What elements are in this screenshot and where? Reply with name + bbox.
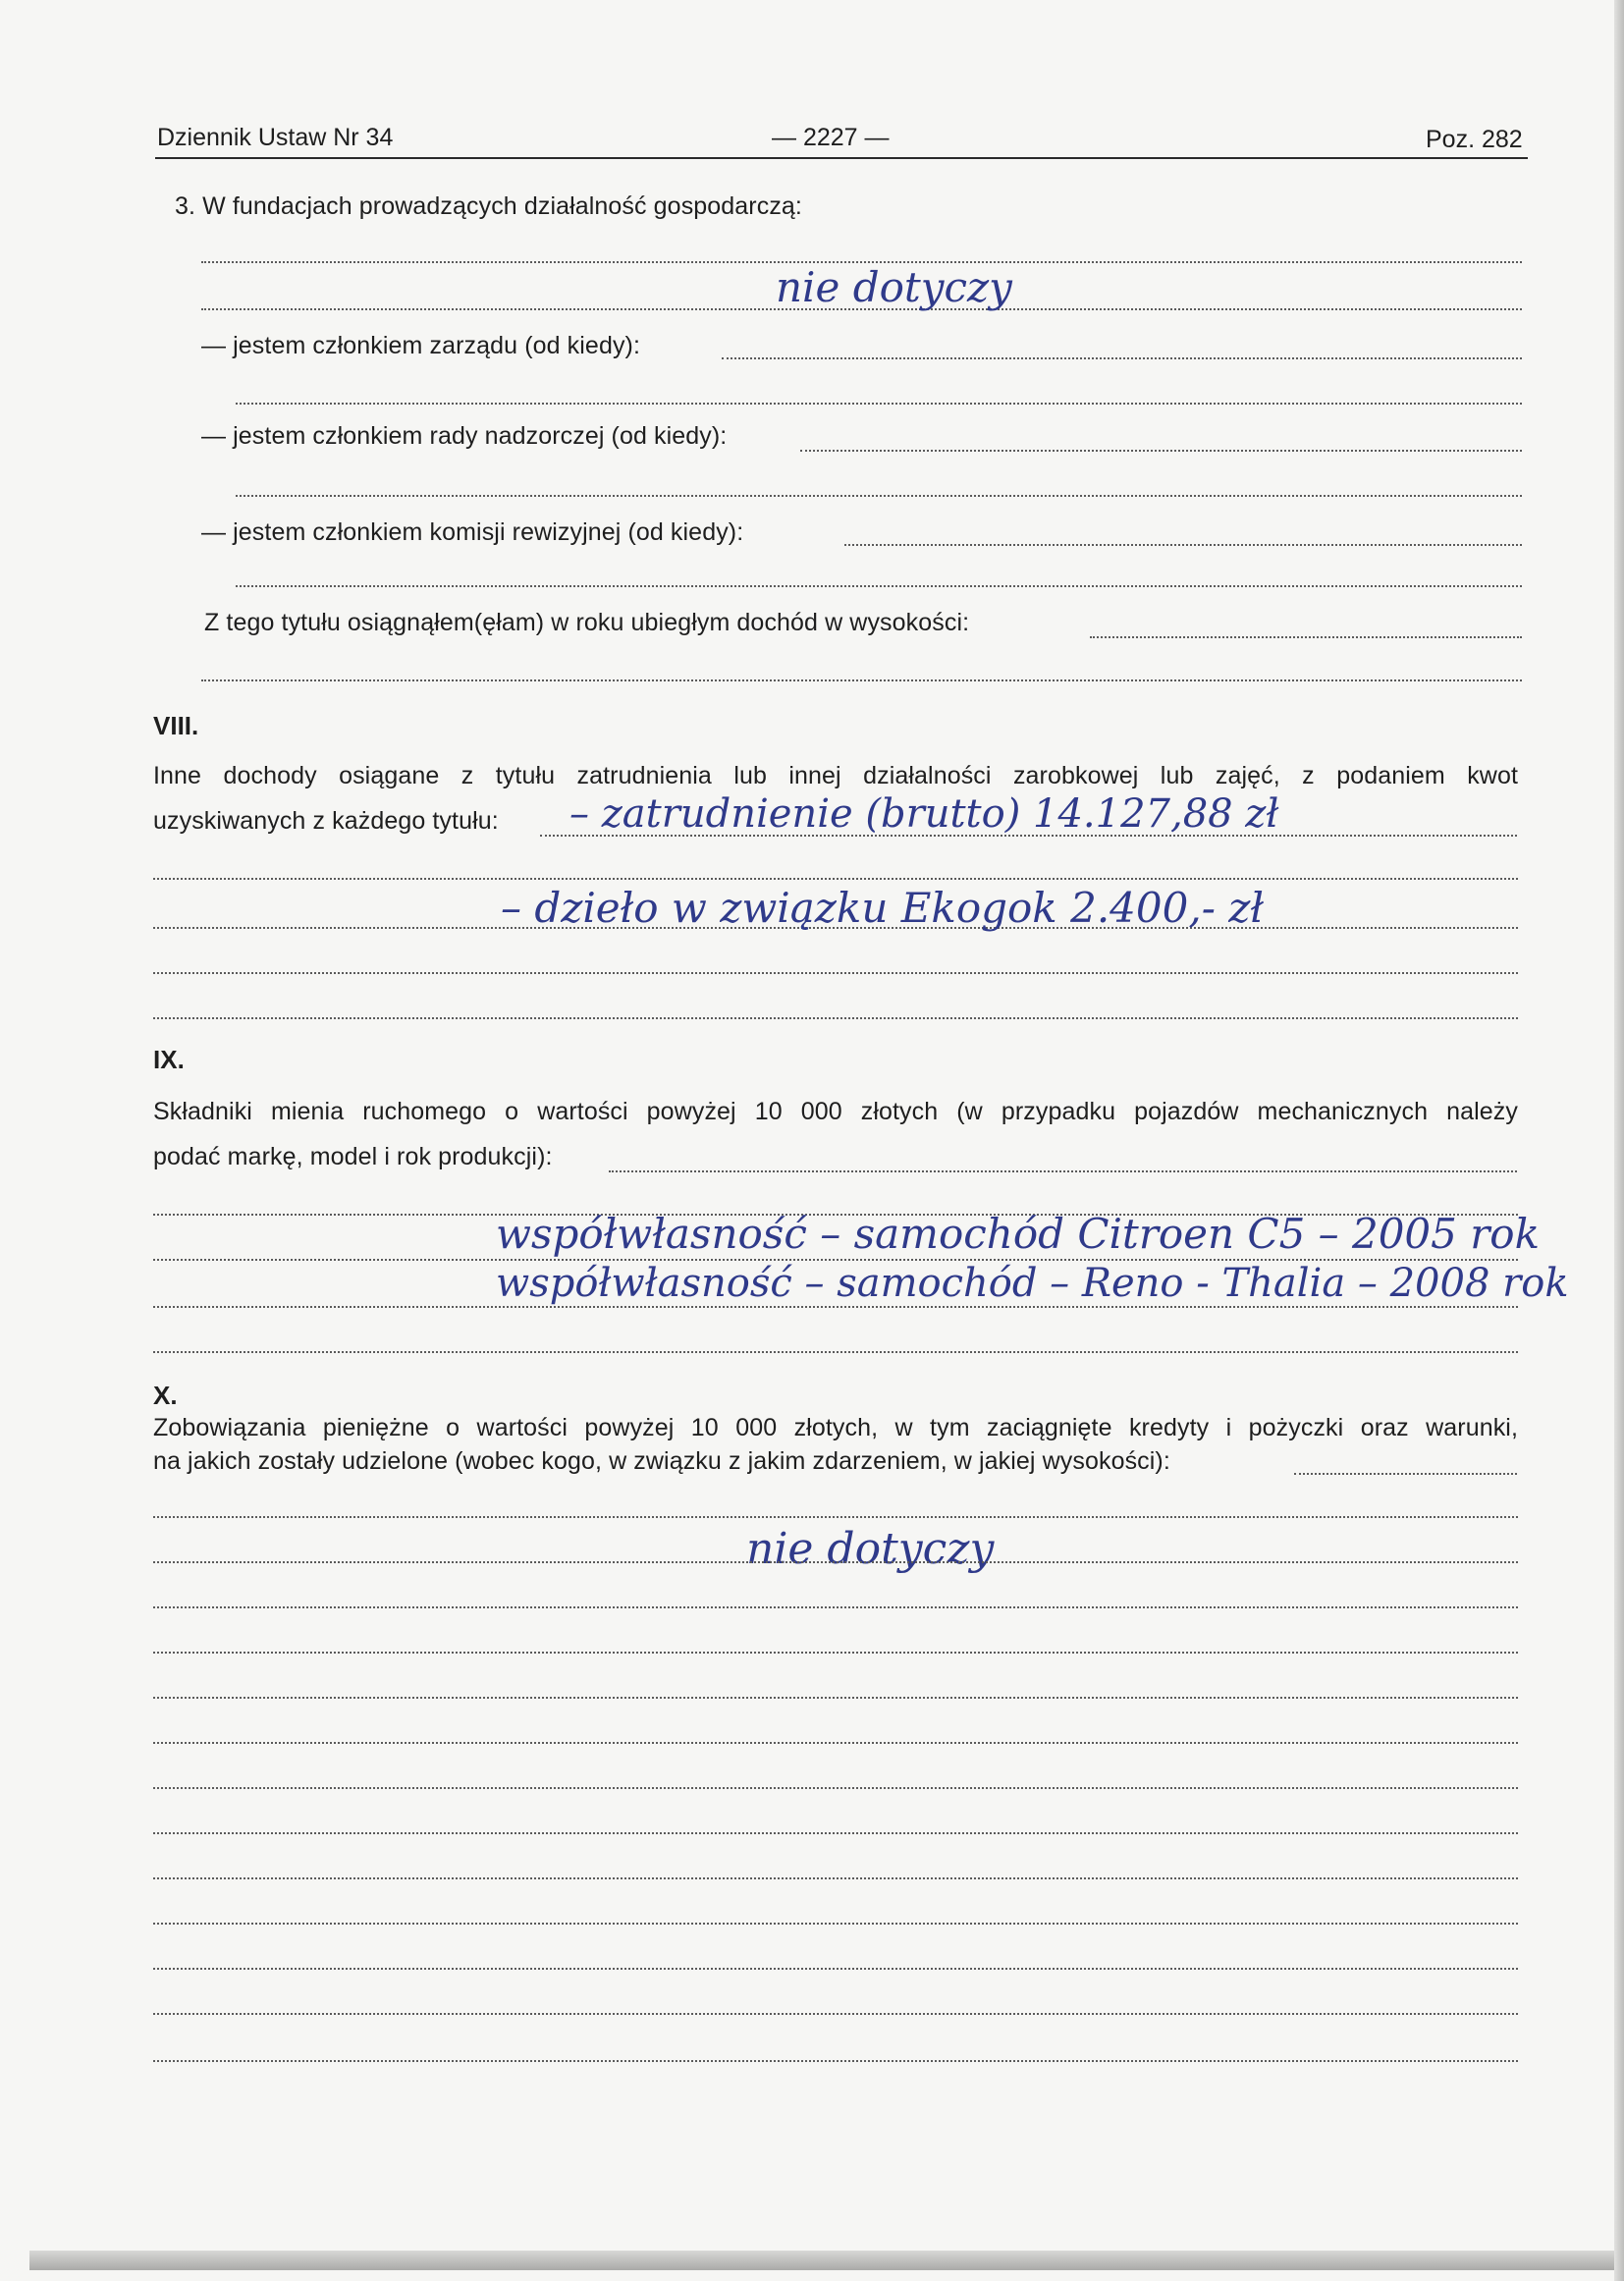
- dotted-line: [153, 1306, 1518, 1308]
- dotted-line: [153, 1787, 1518, 1789]
- dotted-line: [609, 1170, 1517, 1172]
- dotted-line: [1294, 1473, 1517, 1475]
- dotted-line: [236, 403, 1522, 405]
- dotted-line: [1090, 636, 1522, 638]
- dotted-line: [153, 1877, 1518, 1879]
- section9-number: IX.: [153, 1045, 185, 1074]
- section8-number: VIII.: [153, 711, 199, 740]
- dotted-line: [236, 495, 1522, 497]
- dotted-line: [153, 878, 1518, 880]
- dotted-line: [800, 450, 1522, 452]
- dotted-line: [153, 2060, 1518, 2062]
- dotted-line: [153, 1697, 1518, 1699]
- scan-edge-bottom: [29, 2251, 1614, 2270]
- section10-number: X.: [153, 1381, 178, 1410]
- dotted-line: [153, 972, 1518, 974]
- page-number: — 2227 —: [772, 124, 890, 151]
- dotted-line: [201, 679, 1522, 681]
- section8-text-line2: uzyskiwanych z każdego tytułu:: [153, 807, 499, 835]
- dotted-line: [153, 1652, 1518, 1654]
- header-rule: [155, 157, 1528, 159]
- dotted-line: [153, 1351, 1518, 1353]
- section9-handwritten-line1: współwłasność – samochód Citroen C5 – 2005 rok: [496, 1210, 1541, 1258]
- dotted-line: [153, 1516, 1518, 1518]
- dotted-line: [844, 544, 1522, 546]
- dotted-line: [153, 1742, 1518, 1744]
- dotted-line: [236, 585, 1522, 587]
- dotted-line: [153, 1606, 1518, 1608]
- section3-income-label: Z tego tytułu osiągnąłem(ęłam) w roku ubiegłym dochód w wysokości:: [204, 609, 970, 636]
- section9-handwritten-line2: współwłasność – samochód – Reno - Thalia – 2008 rok: [496, 1261, 1569, 1306]
- section9-text-line2: podać markę, model i rok produkcji):: [153, 1143, 553, 1170]
- dotted-line: [153, 1923, 1518, 1925]
- audit-member-label: — jestem członkiem komisji rewizyjnej (od kiedy):: [201, 518, 744, 546]
- scan-edge-right: [1614, 0, 1624, 2281]
- section10-text-line1: Zobowiązania pieniężne o wartości powyżej 10 000 złotych, w tym zaciągnięte kredyty i pożyczki oraz warunki,: [153, 1414, 1518, 1441]
- section9-text-line1: Składniki mienia ruchomego o wartości powyżej 10 000 złotych (w przypadku pojazdów mechanicznych należy: [153, 1098, 1518, 1125]
- dotted-line: [153, 1968, 1518, 1970]
- section10-text-line2: na jakich zostały udzielone (wobec kogo, w związku z jakim zdarzeniem, w jakiej wysokości):: [153, 1447, 1170, 1475]
- dotted-line: [153, 2013, 1518, 2015]
- dotted-line: [153, 1832, 1518, 1834]
- section8-handwritten-line2: – dzieło w związku Ekogok 2.400,- zł: [501, 884, 1264, 932]
- supervisory-member-label: — jestem członkiem rady nadzorczej (od kiedy):: [201, 422, 728, 450]
- journal-title: Dziennik Ustaw Nr 34: [157, 124, 394, 151]
- position-number: Poz. 282: [1426, 126, 1523, 153]
- section8-text-line1: Inne dochody osiągane z tytułu zatrudnienia lub innej działalności zarobkowej lub zajęć, z podaniem kwot: [153, 762, 1518, 789]
- section3-handwritten-answer: nie dotyczy: [776, 263, 1012, 311]
- section8-handwritten-line1: – zatrudnienie (brutto) 14.127,88 zł: [569, 791, 1279, 837]
- dotted-line: [153, 1561, 1518, 1563]
- dotted-line: [153, 1017, 1518, 1019]
- section10-handwritten-answer: nie dotyczy: [746, 1524, 995, 1574]
- board-member-label: — jestem członkiem zarządu (od kiedy):: [201, 332, 641, 359]
- dotted-line: [722, 357, 1522, 359]
- section3-heading: 3. W fundacjach prowadzących działalność gospodarczą:: [175, 192, 802, 220]
